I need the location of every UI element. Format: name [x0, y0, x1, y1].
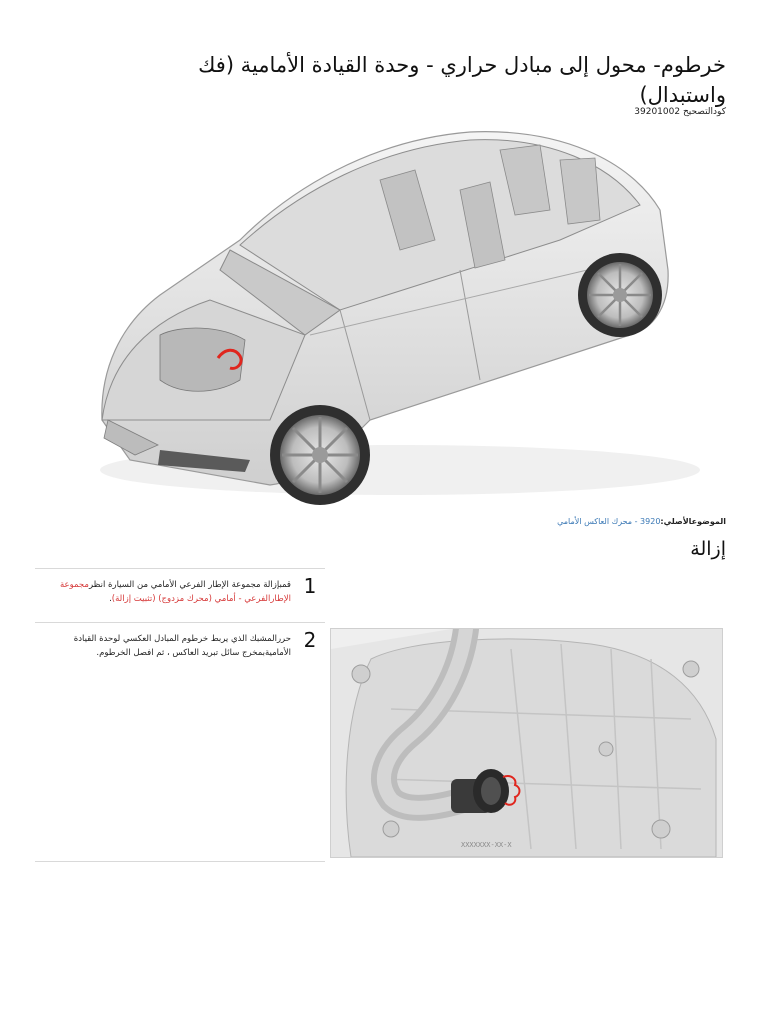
subframe-procedure-link[interactable]: مجموعة الإطارالفرعي - أمامي (محرك مزدوج) (تثبيت إزالة)	[59, 580, 291, 604]
correction-code: 39201002	[634, 107, 681, 117]
hose-clip-detail-illustration	[330, 628, 723, 858]
step-text: حررالمشبك الذي يربط خرطوم المبادل العكسي لوحدة القيادة الأماميةبمخرج سائل تبريد العاكس ، ثم افصل الخرطوم.	[73, 634, 291, 658]
step-number: 2	[303, 628, 317, 652]
step-text	[37, 578, 291, 606]
divider	[35, 568, 325, 569]
original-topic-code-link[interactable]: 3920	[640, 517, 661, 526]
correction-code-line	[634, 107, 726, 117]
step-text-body: قمبإزالة مجموعة الإطار الفرعي الأمامي من السيارة انظر	[88, 580, 291, 590]
correction-label: كودالتصحيح	[682, 107, 726, 117]
vehicle-overview-illustration	[40, 120, 728, 515]
step-text-end: .	[109, 594, 112, 604]
page-title: خرطوم- محول إلى مبادل حراري - وحدة القيادة الأمامية (فك واستبدال)	[198, 53, 726, 107]
step-2	[35, 628, 325, 672]
divider	[35, 622, 325, 623]
step-1	[35, 574, 325, 618]
section-title-removal: إزالة	[690, 538, 726, 560]
original-topic-link[interactable]: - محرك العاكس الأمامي	[557, 517, 641, 526]
divider	[35, 861, 325, 862]
step-number: 1	[303, 574, 317, 598]
part-marking-text: XXXXXXX-XX-X	[461, 841, 512, 849]
original-topic-label: الموضوعالأصلي:	[660, 517, 726, 526]
original-topic-line	[557, 517, 726, 526]
